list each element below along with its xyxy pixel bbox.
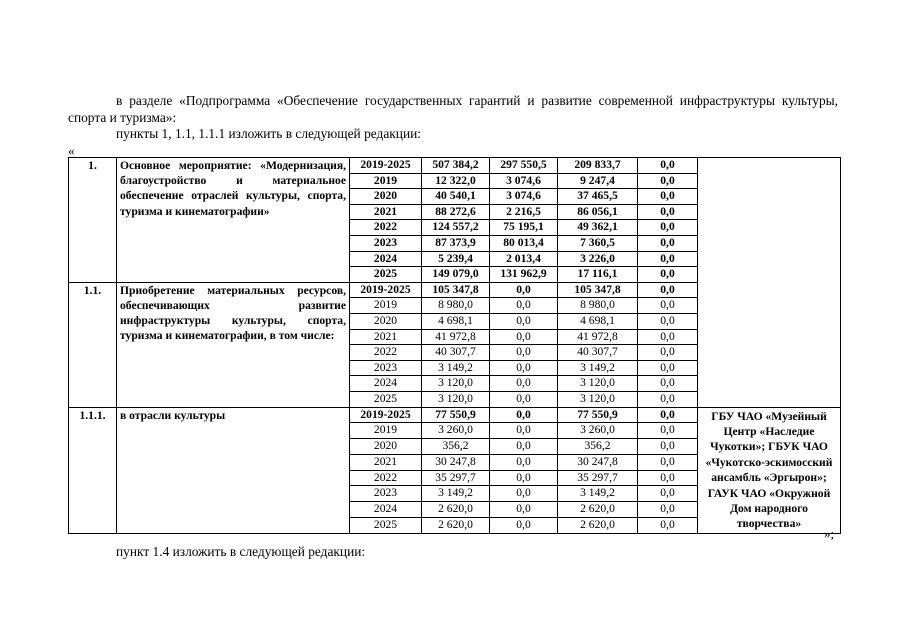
item-description: в отрасли культуры xyxy=(117,407,350,533)
total-cell: 2 620,0 xyxy=(422,517,490,533)
table-row xyxy=(69,407,841,423)
source-1-cell: 3 074,6 xyxy=(490,189,558,205)
item-description: Основное мероприятие: «Модернизация, благоустройство и материальное обеспечение отраслей культуры, спорта, туризма и кинематографии» xyxy=(117,158,350,283)
source-3-cell: 0,0 xyxy=(638,376,698,392)
source-3-cell: 0,0 xyxy=(638,407,698,423)
source-1-cell: 80 013,4 xyxy=(490,235,558,251)
year-cell: 2024 xyxy=(350,502,422,518)
year-cell: 2021 xyxy=(350,204,422,220)
total-cell: 356,2 xyxy=(422,439,490,455)
source-3-cell: 0,0 xyxy=(638,486,698,502)
total-cell: 3 149,2 xyxy=(422,486,490,502)
source-2-cell: 2 620,0 xyxy=(558,517,638,533)
source-1-cell: 0,0 xyxy=(490,391,558,407)
item-description: Приобретение материальных ресурсов, обеспечивающих развитие инфраструктуры культуры, спорта, туризма и кинематографии, в том числе: xyxy=(117,282,350,407)
total-cell: 77 550,9 xyxy=(422,407,490,423)
source-3-cell: 0,0 xyxy=(638,313,698,329)
year-cell: 2023 xyxy=(350,486,422,502)
total-cell: 87 373,9 xyxy=(422,235,490,251)
total-cell: 5 239,4 xyxy=(422,251,490,267)
source-1-cell: 0,0 xyxy=(490,376,558,392)
total-cell: 8 980,0 xyxy=(422,298,490,314)
source-1-cell: 2 013,4 xyxy=(490,251,558,267)
total-cell: 507 384,2 xyxy=(422,158,490,174)
source-3-cell: 0,0 xyxy=(638,439,698,455)
total-cell: 3 120,0 xyxy=(422,376,490,392)
total-cell: 12 322,0 xyxy=(422,173,490,189)
table-row xyxy=(69,158,841,174)
source-2-cell: 8 980,0 xyxy=(558,298,638,314)
source-3-cell: 0,0 xyxy=(638,189,698,205)
year-cell: 2023 xyxy=(350,235,422,251)
source-1-cell: 0,0 xyxy=(490,502,558,518)
source-1-cell: 0,0 xyxy=(490,439,558,455)
source-1-cell: 0,0 xyxy=(490,313,558,329)
source-2-cell: 40 307,7 xyxy=(558,345,638,361)
year-cell: 2022 xyxy=(350,470,422,486)
source-3-cell: 0,0 xyxy=(638,345,698,361)
source-1-cell: 0,0 xyxy=(490,360,558,376)
source-2-cell: 9 247,4 xyxy=(558,173,638,189)
source-2-cell: 3 149,2 xyxy=(558,360,638,376)
total-cell: 40 307,7 xyxy=(422,345,490,361)
year-cell: 2025 xyxy=(350,267,422,283)
source-1-cell: 0,0 xyxy=(490,423,558,439)
source-3-cell: 0,0 xyxy=(638,173,698,189)
year-cell: 2019-2025 xyxy=(350,407,422,423)
source-3-cell: 0,0 xyxy=(638,329,698,345)
year-cell: 2020 xyxy=(350,439,422,455)
open-quote: « xyxy=(68,143,75,158)
intro-paragraph: в разделе «Подпрограмма «Обеспечение государственных гарантий и развитие современной инфраструктуры культуры, спорта и туризма»: xyxy=(68,93,838,125)
intro-instruction: пункты 1, 1.1, 1.1.1 изложить в следующей редакции: xyxy=(116,126,422,141)
total-cell: 4 698,1 xyxy=(422,313,490,329)
source-3-cell: 0,0 xyxy=(638,267,698,283)
year-cell: 2021 xyxy=(350,329,422,345)
total-cell: 88 272,6 xyxy=(422,204,490,220)
source-2-cell: 77 550,9 xyxy=(558,407,638,423)
year-cell: 2022 xyxy=(350,345,422,361)
source-1-cell: 0,0 xyxy=(490,298,558,314)
responsible-cell-empty xyxy=(698,158,841,408)
year-cell: 2019-2025 xyxy=(350,158,422,174)
source-2-cell: 209 833,7 xyxy=(558,158,638,174)
total-cell: 40 540,1 xyxy=(422,189,490,205)
source-3-cell: 0,0 xyxy=(638,298,698,314)
source-3-cell: 0,0 xyxy=(638,360,698,376)
year-cell: 2020 xyxy=(350,189,422,205)
source-2-cell: 2 620,0 xyxy=(558,502,638,518)
source-2-cell: 17 116,1 xyxy=(558,267,638,283)
source-2-cell: 4 698,1 xyxy=(558,313,638,329)
item-index: 1.1.1. xyxy=(69,407,117,533)
close-quote: »; xyxy=(824,526,835,541)
source-3-cell: 0,0 xyxy=(638,470,698,486)
total-cell: 3 149,2 xyxy=(422,360,490,376)
source-2-cell: 86 056,1 xyxy=(558,204,638,220)
source-2-cell: 3 120,0 xyxy=(558,376,638,392)
total-cell: 105 347,8 xyxy=(422,282,490,298)
total-cell: 30 247,8 xyxy=(422,454,490,470)
source-3-cell: 0,0 xyxy=(638,251,698,267)
year-cell: 2025 xyxy=(350,517,422,533)
year-cell: 2024 xyxy=(350,251,422,267)
source-1-cell: 3 074,6 xyxy=(490,173,558,189)
source-3-cell: 0,0 xyxy=(638,454,698,470)
source-1-cell: 0,0 xyxy=(490,345,558,361)
source-2-cell: 35 297,7 xyxy=(558,470,638,486)
source-2-cell: 49 362,1 xyxy=(558,220,638,236)
source-2-cell: 3 149,2 xyxy=(558,486,638,502)
source-3-cell: 0,0 xyxy=(638,220,698,236)
total-cell: 149 079,0 xyxy=(422,267,490,283)
source-3-cell: 0,0 xyxy=(638,517,698,533)
responsible-executors: ГБУ ЧАО «Музейный Центр «Наследие Чукотки»; ГБУК ЧАО «Чукотско-эскимосский ансамбль «Эргырон»; ГАУК ЧАО «Окружной Дом народного творчества» xyxy=(698,407,841,533)
year-cell: 2019 xyxy=(350,298,422,314)
year-cell: 2020 xyxy=(350,313,422,329)
year-cell: 2019 xyxy=(350,423,422,439)
source-2-cell: 41 972,8 xyxy=(558,329,638,345)
total-cell: 3 260,0 xyxy=(422,423,490,439)
source-2-cell: 37 465,5 xyxy=(558,189,638,205)
source-3-cell: 0,0 xyxy=(638,158,698,174)
source-2-cell: 105 347,8 xyxy=(558,282,638,298)
year-cell: 2025 xyxy=(350,391,422,407)
year-cell: 2021 xyxy=(350,454,422,470)
source-1-cell: 75 195,1 xyxy=(490,220,558,236)
year-cell: 2019-2025 xyxy=(350,282,422,298)
source-1-cell: 131 962,9 xyxy=(490,267,558,283)
source-1-cell: 0,0 xyxy=(490,470,558,486)
source-3-cell: 0,0 xyxy=(638,391,698,407)
source-3-cell: 0,0 xyxy=(638,282,698,298)
source-2-cell: 3 226,0 xyxy=(558,251,638,267)
outro-instruction: пункт 1.4 изложить в следующей редакции: xyxy=(116,544,366,559)
source-1-cell: 0,0 xyxy=(490,407,558,423)
year-cell: 2023 xyxy=(350,360,422,376)
source-1-cell: 297 550,5 xyxy=(490,158,558,174)
source-2-cell: 7 360,5 xyxy=(558,235,638,251)
source-1-cell: 0,0 xyxy=(490,486,558,502)
source-3-cell: 0,0 xyxy=(638,204,698,220)
source-3-cell: 0,0 xyxy=(638,235,698,251)
total-cell: 3 120,0 xyxy=(422,391,490,407)
source-1-cell: 2 216,5 xyxy=(490,204,558,220)
funding-table xyxy=(68,157,841,534)
source-2-cell: 3 260,0 xyxy=(558,423,638,439)
source-2-cell: 3 120,0 xyxy=(558,391,638,407)
item-index: 1. xyxy=(69,158,117,283)
year-cell: 2024 xyxy=(350,376,422,392)
total-cell: 2 620,0 xyxy=(422,502,490,518)
total-cell: 35 297,7 xyxy=(422,470,490,486)
source-1-cell: 0,0 xyxy=(490,454,558,470)
source-1-cell: 0,0 xyxy=(490,517,558,533)
source-2-cell: 356,2 xyxy=(558,439,638,455)
year-cell: 2019 xyxy=(350,173,422,189)
item-index: 1.1. xyxy=(69,282,117,407)
total-cell: 124 557,2 xyxy=(422,220,490,236)
source-1-cell: 0,0 xyxy=(490,282,558,298)
source-2-cell: 30 247,8 xyxy=(558,454,638,470)
source-1-cell: 0,0 xyxy=(490,329,558,345)
source-3-cell: 0,0 xyxy=(638,502,698,518)
total-cell: 41 972,8 xyxy=(422,329,490,345)
source-3-cell: 0,0 xyxy=(638,423,698,439)
year-cell: 2022 xyxy=(350,220,422,236)
